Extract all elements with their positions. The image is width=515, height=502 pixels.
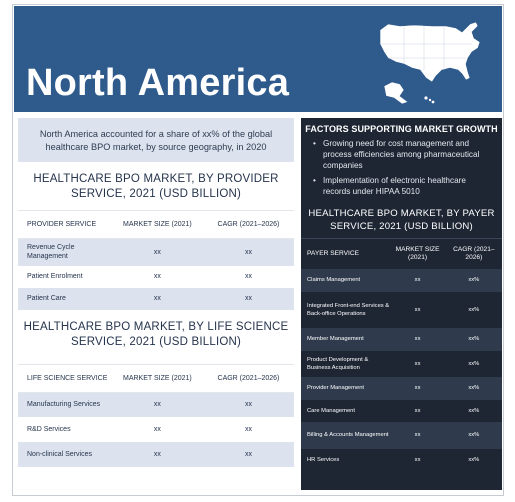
table-row [18, 239, 294, 266]
table-row [18, 288, 294, 310]
table-row [301, 328, 502, 351]
cagr-value: xx% [446, 400, 502, 422]
payer-service-table [301, 238, 502, 471]
market-size-value: xx [112, 392, 203, 417]
cagr-value: xx% [446, 449, 502, 471]
cagr-value: xx% [446, 269, 502, 292]
page-title: North America [26, 62, 290, 104]
table-row [18, 266, 294, 288]
cagr-value: xx [203, 392, 294, 417]
table-row [301, 292, 502, 328]
column-header: CAGR (2021–2026) [203, 211, 294, 239]
factors-title: FACTORS SUPPORTING MARKET GROWTH [305, 124, 498, 134]
table-row [18, 392, 294, 417]
growth-factors-list [313, 138, 492, 197]
life-science-service-table [18, 364, 294, 468]
list-item [313, 175, 492, 197]
row-label: Provider Management [301, 377, 389, 400]
table-row [301, 377, 502, 400]
market-size-value: xx [112, 288, 203, 310]
row-label: Claims Management [301, 269, 389, 292]
table-row [18, 417, 294, 442]
market-size-value: xx [389, 449, 445, 471]
table-row [301, 269, 502, 292]
row-label: Revenue Cycle Management [18, 239, 112, 266]
region-header [14, 6, 502, 112]
cagr-value: xx [203, 288, 294, 310]
row-label: R&D Services [18, 417, 112, 442]
provider-section-title: HEALTHCARE BPO MARKET, BY PROVIDER SERVICE, 2021 (USD BILLION) [33, 173, 279, 200]
market-size-value: xx [112, 442, 203, 467]
market-size-value: xx [389, 377, 445, 400]
table-row [18, 442, 294, 467]
left-column [18, 118, 294, 467]
cagr-value: xx% [446, 377, 502, 400]
factor-text: Implementation of electronic healthcare records under HIPAA 5010 [323, 176, 466, 196]
bullet-dot-icon: • [313, 139, 316, 148]
payer-section-title: HEALTHCARE BPO MARKET, BY PAYER SERVICE, 2021 (USD BILLION) [308, 208, 495, 232]
market-size-value: xx [389, 328, 445, 351]
cagr-value: xx [203, 266, 294, 288]
market-size-value: xx [112, 417, 203, 442]
cagr-value: xx% [446, 328, 502, 351]
table-header-row [18, 211, 294, 239]
cagr-value: xx% [446, 351, 502, 377]
cagr-value: xx% [446, 422, 502, 449]
row-label: Member Management [301, 328, 389, 351]
row-label: Care Management [301, 400, 389, 422]
row-label: Non-clinical Services [18, 442, 112, 467]
table-row [301, 351, 502, 377]
row-label: Product Development & Business Acquisition [301, 351, 389, 377]
cagr-value: xx [203, 442, 294, 467]
column-header: CAGR (2021–2026) [446, 239, 502, 269]
cagr-value: xx% [446, 292, 502, 328]
market-size-value: xx [389, 422, 445, 449]
row-label: Patient Enrolment [18, 266, 112, 288]
row-label: Billing & Accounts Management [301, 422, 389, 449]
cagr-value: xx [203, 417, 294, 442]
bullet-dot-icon: • [313, 176, 316, 185]
row-label: Manufacturing Services [18, 392, 112, 417]
row-label: Patient Care [18, 288, 112, 310]
list-item [313, 138, 492, 171]
column-header: MARKET SIZE (2021) [112, 211, 203, 239]
column-header: CAGR (2021–2026) [203, 364, 294, 392]
market-share-summary: North America accounted for a share of xx% of the global healthcare BPO market, by source geography, in 2020 [18, 118, 294, 162]
usa-map-icon [374, 12, 498, 108]
table-header-row [18, 364, 294, 392]
column-header: MARKET SIZE (2021) [389, 239, 445, 269]
market-size-value: xx [389, 351, 445, 377]
table-header-row [301, 239, 502, 269]
factor-text: Growing need for cost management and process efficiencies among pharmaceutical companies [323, 139, 480, 170]
provider-service-table [18, 210, 294, 310]
row-label: HR Services [301, 449, 389, 471]
right-panel [301, 118, 502, 490]
table-row [301, 422, 502, 449]
column-header: PROVIDER SERVICE [18, 211, 112, 239]
column-header: LIFE SCIENCE SERVICE [18, 364, 112, 392]
cagr-value: xx [203, 239, 294, 266]
market-size-value: xx [112, 266, 203, 288]
table-row [301, 400, 502, 422]
column-header: MARKET SIZE (2021) [112, 364, 203, 392]
column-header: PAYER SERVICE [301, 239, 389, 269]
market-size-value: xx [112, 239, 203, 266]
table-row [301, 449, 502, 471]
market-size-value: xx [389, 292, 445, 328]
life-science-section-title: HEALTHCARE BPO MARKET, BY LIFE SCIENCE SERVICE, 2021 (USD BILLION) [23, 320, 289, 348]
market-size-value: xx [389, 400, 445, 422]
market-size-value: xx [389, 269, 445, 292]
row-label: Integrated Front-end Services & Back-office Operations [301, 292, 389, 328]
